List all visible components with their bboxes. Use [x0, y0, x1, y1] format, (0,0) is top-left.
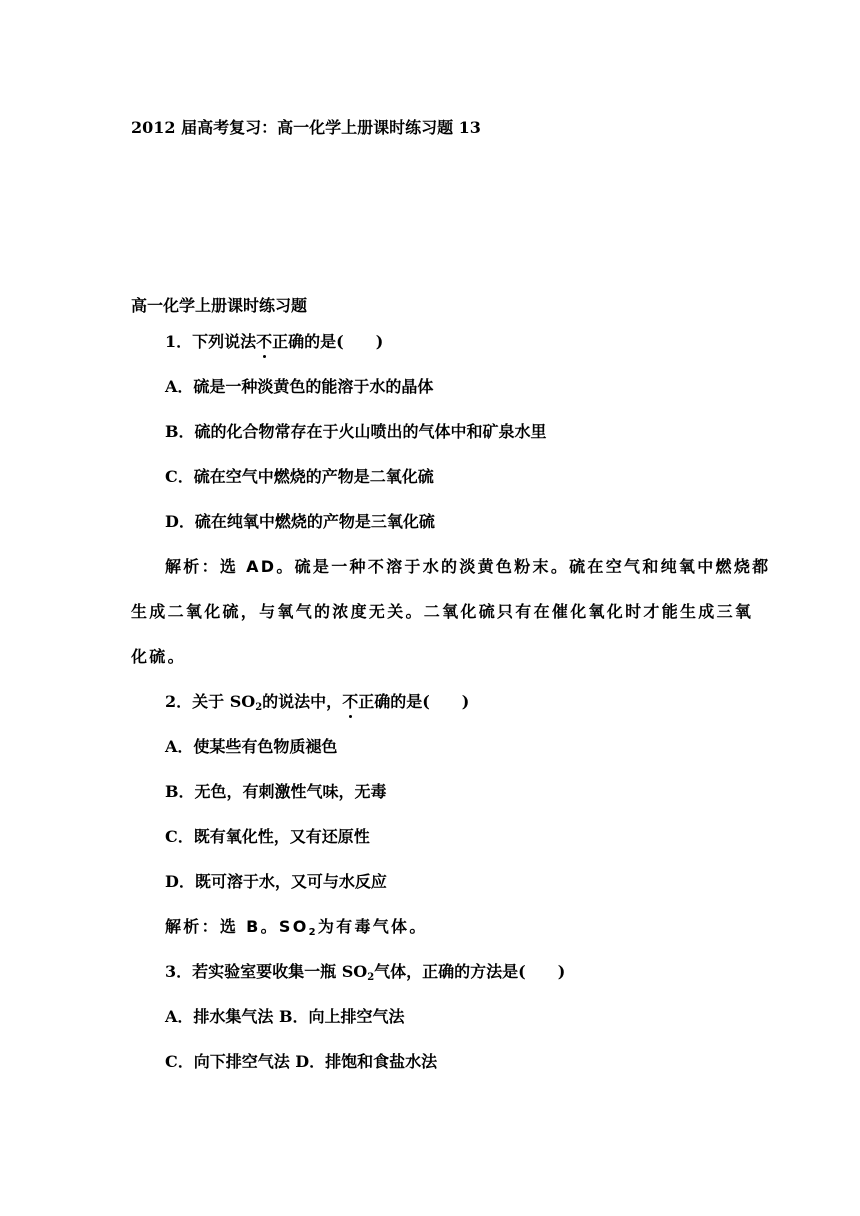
q1-option-d: D．硫在纯氧中燃烧的产物是三氧化硫 [165, 512, 435, 531]
q2-stem [165, 692, 469, 712]
q2-analysis-post: 为有毒气体。 [317, 917, 428, 936]
q1-option-a: A．硫是一种淡黄色的能溶于水的晶体 [165, 377, 434, 396]
q1-emphasis-not: 不 [256, 332, 273, 351]
q2-stem-mid: 的说法中， [262, 692, 343, 711]
q2-stem-pre: 2．关于 SO [165, 692, 256, 711]
q1-analysis-line-2: 生成二氧化硫，与氧气的浓度无关。二氧化硫只有在催化氧化时才能生成三氧 [131, 602, 754, 621]
section-heading: 高一化学上册课时练习题 [131, 296, 308, 315]
q2-stem-post: 正确的是( ) [358, 692, 470, 711]
q2-option-d: D．既可溶于水，又可与水反应 [165, 872, 387, 891]
q2-subscript: 2 [255, 702, 263, 713]
q1-analysis-line-3: 化硫。 [131, 647, 186, 666]
q3-subscript: 2 [367, 972, 375, 983]
document-title: 2012 届高考复习：高一化学上册课时练习题 13 [131, 118, 481, 137]
q3-stem [165, 962, 565, 982]
q1-stem-post: 正确的是( ) [272, 332, 384, 351]
q3-stem-post: 气体，正确的方法是( ) [374, 962, 566, 981]
q1-stem [165, 332, 383, 352]
q2-analysis [165, 917, 428, 937]
q1-analysis-line-1: 解析：选 AD。硫是一种不溶于水的淡黄色粉末。硫在空气和纯氧中燃烧都 [165, 557, 771, 576]
q2-option-b: B．无色，有刺激性气味，无毒 [165, 782, 387, 801]
q2-emphasis-not: 不 [342, 692, 359, 711]
q3-stem-pre: 3．若实验室要收集一瓶 SO [165, 962, 368, 981]
q2-option-a: A．使某些有色物质褪色 [165, 737, 338, 756]
q1-stem-pre: 1．下列说法 [165, 332, 257, 351]
q1-option-c: C．硫在空气中燃烧的产物是二氧化硫 [165, 467, 434, 486]
q2-option-c: C．既有氧化性，又有还原性 [165, 827, 370, 846]
q3-option-cd: C．向下排空气法 D．排饱和食盐水法 [165, 1052, 438, 1071]
q1-option-b: B．硫的化合物常存在于火山喷出的气体中和矿泉水里 [165, 422, 547, 441]
q3-option-ab: A．排水集气法 B．向上排空气法 [165, 1007, 405, 1026]
q2-analysis-pre: 解析：选 B。SO [165, 917, 309, 936]
q2-analysis-subscript: 2 [308, 927, 318, 938]
